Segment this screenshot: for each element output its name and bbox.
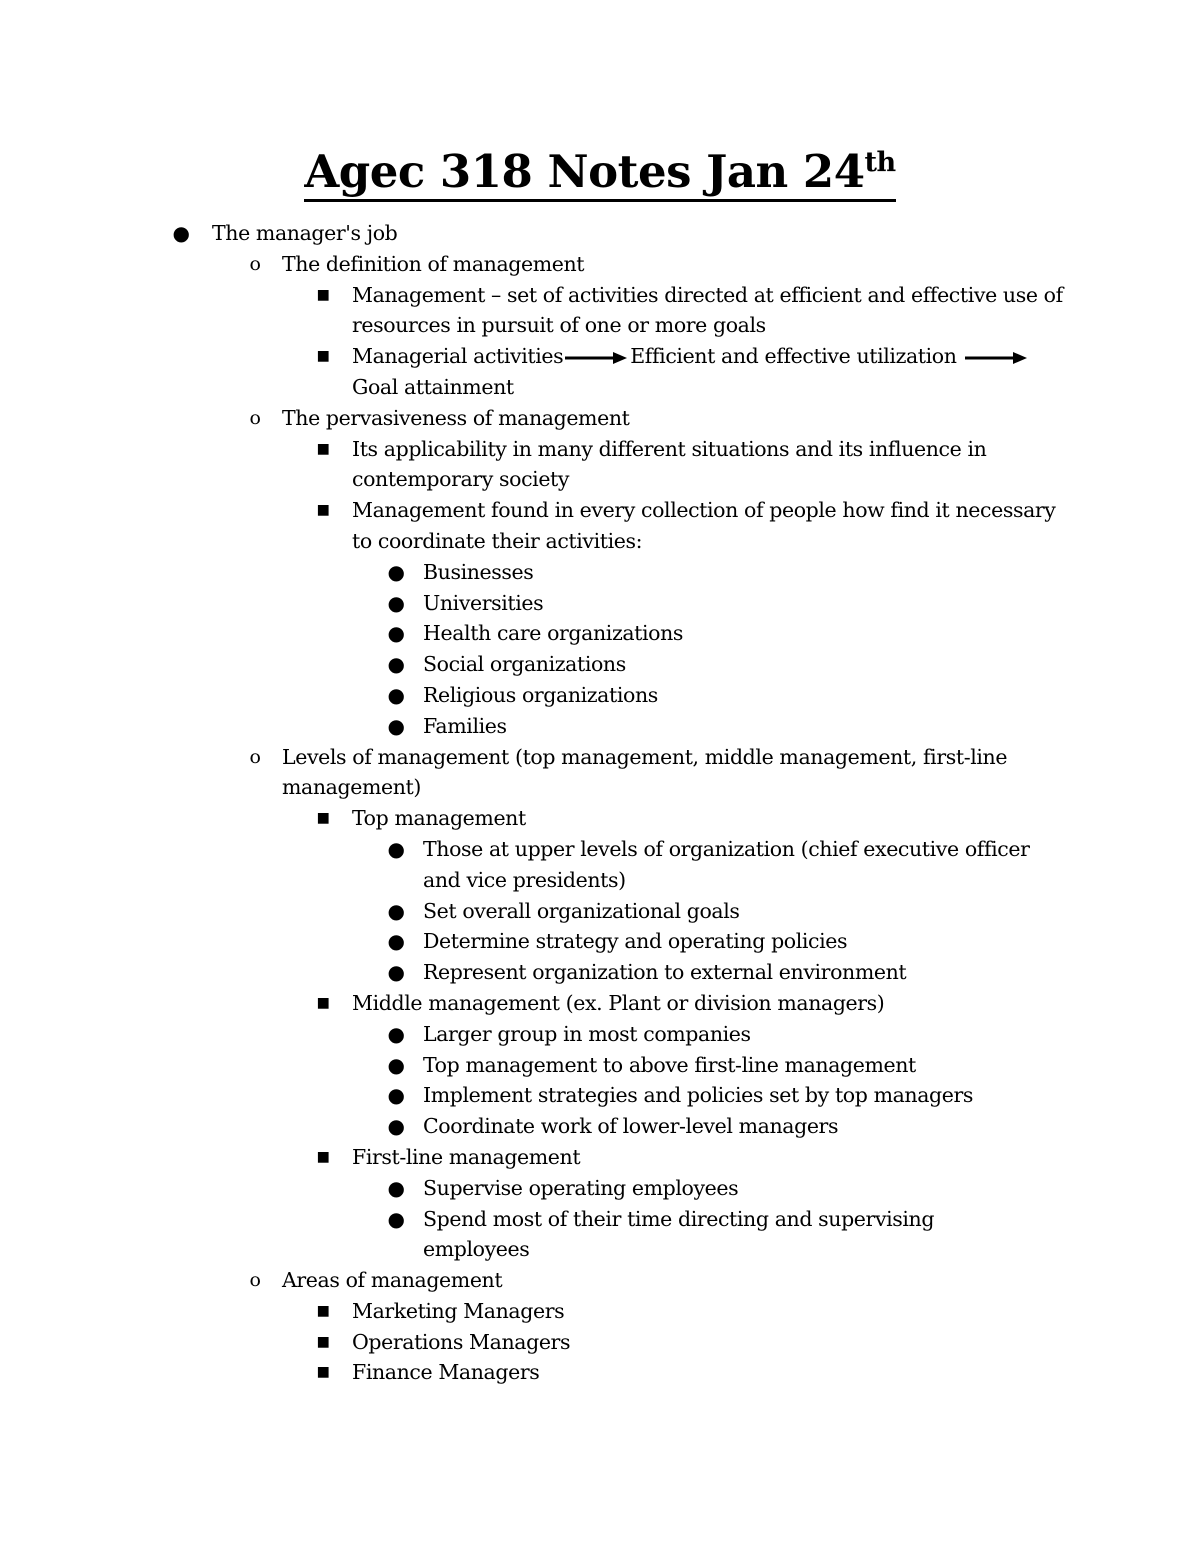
outline-text: Top management to above first-line management xyxy=(423,1052,916,1077)
bullet-dot-icon: ● xyxy=(387,1206,405,1231)
outline-text: Represent organization to external environment xyxy=(423,960,907,985)
bullet-dot-icon: ● xyxy=(387,898,405,923)
list-item xyxy=(0,711,1200,742)
list-item xyxy=(0,1327,1200,1358)
outline-text: Businesses xyxy=(423,559,534,584)
notes-outline xyxy=(0,218,1200,1388)
outline-text: Implement strategies and policies set by top managers xyxy=(423,1083,974,1108)
outline-text: Levels of management (top management, middle management, first-line management) xyxy=(282,744,1008,800)
list-item xyxy=(0,649,1200,680)
bullet-dot-icon: ● xyxy=(387,1052,405,1077)
outline-text: Health care organizations xyxy=(423,621,684,646)
outline-item-first-line-management xyxy=(0,1142,1200,1173)
outline-text: Set overall organizational goals xyxy=(423,898,740,923)
outline-text: Operations Managers xyxy=(352,1329,571,1354)
bullet-dot-icon: ● xyxy=(172,221,190,245)
outline-text: Social organizations xyxy=(423,652,626,677)
outline-text: Management – set of activities directed at efficient and effective use of resources in pursuit of one or more goals xyxy=(352,282,1063,338)
list-item xyxy=(0,618,1200,649)
outline-text: Top management xyxy=(352,806,526,831)
outline-text xyxy=(352,341,1072,403)
bullet-dot-icon: ● xyxy=(387,590,405,615)
bullet-square-icon: ■ xyxy=(316,440,330,457)
bullet-dot-icon: ● xyxy=(387,1175,405,1200)
outline-text: Areas of management xyxy=(282,1268,503,1293)
outline-item-managers-job xyxy=(0,218,1200,249)
bullet-square-icon: ■ xyxy=(316,994,330,1011)
outline-text: Middle management (ex. Plant or division managers) xyxy=(352,990,885,1015)
list-item xyxy=(0,1080,1200,1111)
outline-text: The pervasiveness of management xyxy=(282,405,630,430)
bullet-dot-icon: ● xyxy=(387,713,405,738)
bullet-dot-icon: ● xyxy=(387,836,405,861)
bullet-circle-icon: o xyxy=(249,745,261,768)
list-item xyxy=(0,1050,1200,1081)
outline-item-collection xyxy=(0,495,1200,557)
bullet-dot-icon: ● xyxy=(387,621,405,646)
outline-text: Universities xyxy=(423,590,544,615)
outline-text: Families xyxy=(423,713,507,738)
outline-text: Those at upper levels of organization (chief executive officer and vice presidents) xyxy=(423,836,1030,892)
list-item xyxy=(0,1019,1200,1050)
chain-middle: Efficient and effective utilization xyxy=(630,344,957,369)
bullet-dot-icon: ● xyxy=(387,652,405,677)
outline-item-pervasiveness xyxy=(0,403,1200,434)
bullet-dot-icon: ● xyxy=(387,929,405,954)
outline-text: The manager's job xyxy=(212,221,398,245)
outline-text: Religious organizations xyxy=(423,682,658,707)
outline-item-top-management xyxy=(0,803,1200,834)
title-main: Agec 318 Notes Jan 24 xyxy=(304,145,865,198)
right-arrow-icon xyxy=(565,351,627,365)
bullet-dot-icon: ● xyxy=(387,1114,405,1139)
list-item xyxy=(0,1173,1200,1204)
outline-item-managerial-chain xyxy=(0,341,1200,403)
right-arrow-icon xyxy=(965,351,1027,365)
chain-end: Goal attainment xyxy=(352,374,514,399)
outline-text: Coordinate work of lower-level managers xyxy=(423,1114,839,1139)
bullet-circle-icon: o xyxy=(249,406,261,429)
bullet-circle-icon: o xyxy=(249,252,261,275)
outline-text: Its applicability in many different situations and its influence in contemporary society xyxy=(352,436,987,492)
page-title xyxy=(0,142,1200,202)
list-item xyxy=(0,1296,1200,1327)
title-text xyxy=(304,146,895,202)
bullet-dot-icon: ● xyxy=(387,559,405,584)
list-item xyxy=(0,1204,1200,1266)
outline-text: The definition of management xyxy=(282,251,585,276)
outline-text: Marketing Managers xyxy=(352,1298,565,1323)
chain-start: Managerial activities xyxy=(352,344,564,369)
list-item xyxy=(0,588,1200,619)
outline-text: Larger group in most companies xyxy=(423,1021,751,1046)
list-item xyxy=(0,926,1200,957)
outline-item-middle-management xyxy=(0,988,1200,1019)
outline-item-definition xyxy=(0,249,1200,280)
list-item xyxy=(0,896,1200,927)
list-item xyxy=(0,680,1200,711)
bullet-dot-icon: ● xyxy=(387,1083,405,1108)
bullet-square-icon: ■ xyxy=(316,1333,330,1350)
outline-item-levels xyxy=(0,742,1200,804)
list-item xyxy=(0,1357,1200,1388)
outline-text: Supervise operating employees xyxy=(423,1175,739,1200)
bullet-dot-icon: ● xyxy=(387,960,405,985)
bullet-dot-icon: ● xyxy=(387,1021,405,1046)
bullet-square-icon: ■ xyxy=(316,1302,330,1319)
bullet-dot-icon: ● xyxy=(387,682,405,707)
list-item xyxy=(0,957,1200,988)
bullet-square-icon: ■ xyxy=(316,1148,330,1165)
bullet-circle-icon: o xyxy=(249,1269,261,1292)
title-superscript: th xyxy=(864,147,896,178)
list-item xyxy=(0,1111,1200,1142)
outline-text: Spend most of their time directing and supervising employees xyxy=(423,1206,935,1262)
outline-item-applicability xyxy=(0,434,1200,496)
bullet-square-icon: ■ xyxy=(316,810,330,827)
outline-text: Determine strategy and operating policies xyxy=(423,929,848,954)
bullet-square-icon: ■ xyxy=(316,286,330,303)
outline-text: Finance Managers xyxy=(352,1360,540,1385)
list-item xyxy=(0,834,1200,896)
bullet-square-icon: ■ xyxy=(316,502,330,519)
outline-text: Management found in every collection of people how find it necessary to coordinate their activities: xyxy=(352,498,1056,553)
bullet-square-icon: ■ xyxy=(316,1364,330,1381)
outline-item-areas xyxy=(0,1265,1200,1296)
list-item xyxy=(0,557,1200,588)
outline-text: First-line management xyxy=(352,1144,581,1169)
bullet-square-icon: ■ xyxy=(316,348,330,365)
outline-item-management-definition xyxy=(0,280,1200,342)
